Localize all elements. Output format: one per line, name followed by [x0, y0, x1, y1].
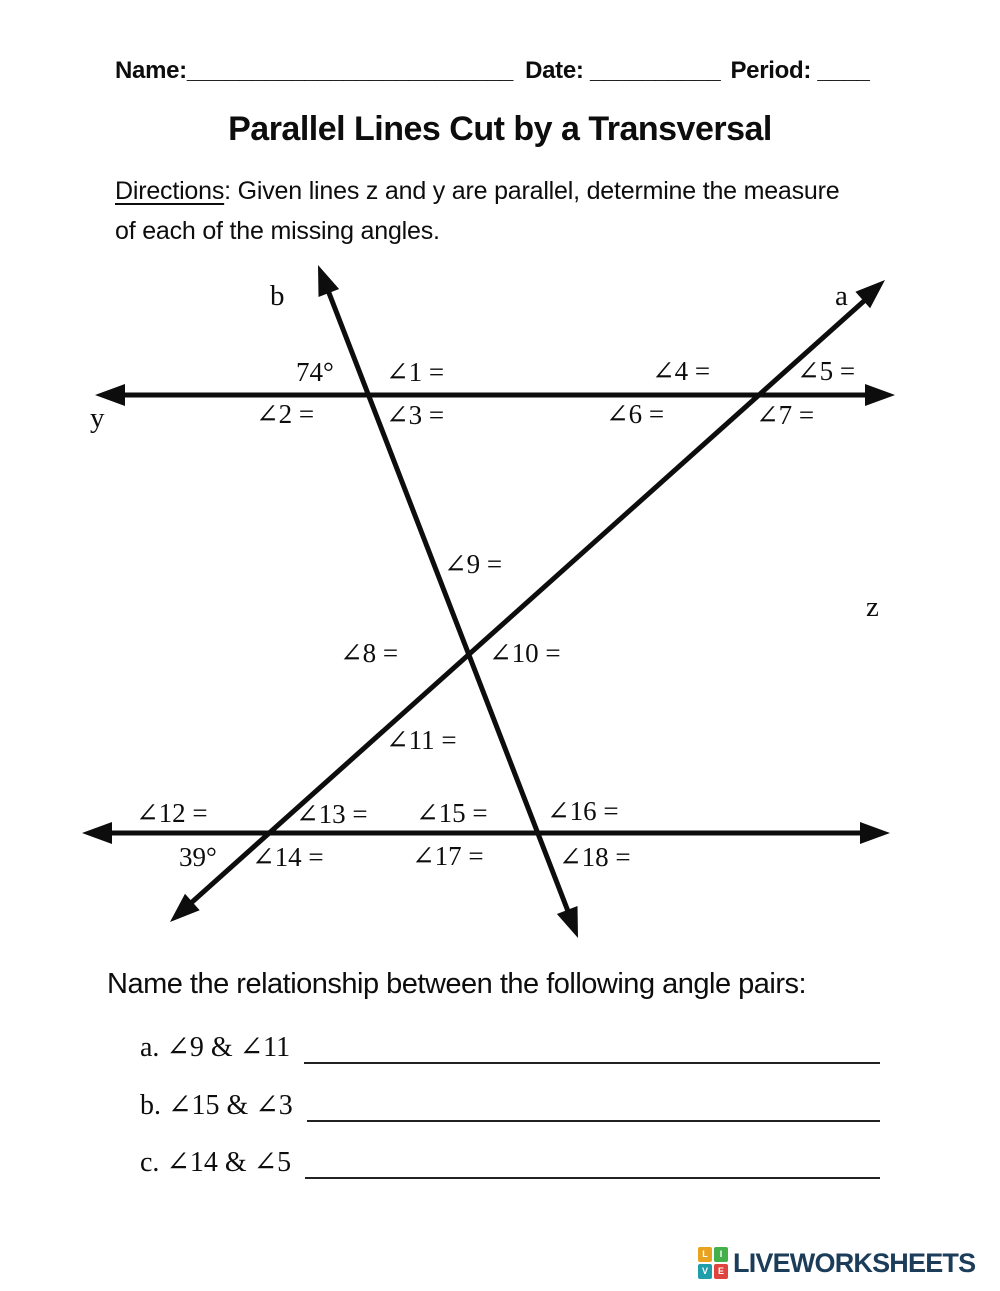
angle-12-label: ∠12 =	[136, 798, 208, 828]
angle-11-label: ∠11 =	[386, 725, 457, 755]
angle-9-label: ∠9 =	[444, 549, 503, 579]
question-a-text: a. ∠9 & ∠11	[140, 1032, 291, 1063]
angle-10-label: ∠10 =	[489, 638, 561, 668]
angle-5-label: ∠5 =	[797, 356, 856, 386]
date-blank[interactable]: __________	[589, 57, 721, 84]
directions-line2: of each of the missing angles.	[115, 217, 440, 245]
transversal-b-top-arrowhead-icon	[318, 265, 339, 297]
line-label-y: y	[90, 402, 105, 434]
given-angle-74-label: 74°	[296, 357, 334, 387]
angle-8-label: ∠8 =	[340, 638, 399, 668]
liveworksheets-logo	[698, 1247, 975, 1279]
period-blank[interactable]: ____	[817, 57, 870, 84]
answer-blank-b[interactable]	[307, 1086, 880, 1122]
transversal-diagram	[0, 250, 1000, 950]
line-z-right-arrowhead-icon	[860, 822, 890, 844]
brand-name: LIVEWORKSHEETS	[733, 1247, 976, 1278]
worksheet-title: Parallel Lines Cut by a Transversal	[228, 110, 772, 148]
angle-14-label: ∠14 =	[252, 842, 324, 872]
answer-blank-c[interactable]	[305, 1143, 880, 1179]
angle-18-label: ∠18 =	[559, 842, 631, 872]
name-field-label: Name:	[115, 57, 187, 84]
angle-3-label: ∠3 =	[386, 400, 445, 430]
line-z-left-arrowhead-icon	[82, 822, 112, 844]
question-item-b	[140, 1086, 880, 1122]
question-item-a	[140, 1028, 880, 1064]
date-field-label: Date:	[525, 57, 584, 84]
questions-heading: Name the relationship between the following angle pairs:	[107, 968, 807, 1000]
angle-4-label: ∠4 =	[652, 356, 711, 386]
angle-1-label: ∠1 =	[386, 357, 445, 387]
question-item-c	[140, 1143, 880, 1179]
angle-6-label: ∠6 =	[606, 399, 665, 429]
logo-cell-v: V	[698, 1264, 712, 1279]
liveworksheets-icon	[698, 1247, 728, 1279]
directions-line1	[115, 171, 839, 211]
logo-cell-l: L	[698, 1247, 712, 1262]
transversal-b-bottom-arrowhead-icon	[557, 906, 578, 938]
angle-17-label: ∠17 =	[412, 841, 484, 871]
line-label-a: a	[835, 280, 848, 312]
angle-13-label: ∠13 =	[296, 799, 368, 829]
directions-label: Directions	[115, 177, 225, 205]
angle-7-label: ∠7 =	[756, 400, 815, 430]
period-field-label: Period:	[730, 57, 812, 84]
angle-15-label: ∠15 =	[416, 798, 488, 828]
logo-cell-i: I	[714, 1247, 728, 1262]
question-b-text: b. ∠15 & ∠3	[140, 1090, 293, 1121]
header-fields	[115, 57, 870, 85]
logo-cell-e: E	[714, 1264, 728, 1279]
given-angle-39-label: 39°	[179, 842, 217, 872]
line-label-b: b	[270, 280, 285, 312]
answer-blank-a[interactable]	[304, 1028, 880, 1064]
name-blank[interactable]: _________________________	[186, 57, 514, 84]
directions-text	[115, 171, 839, 251]
directions-line1-rest: : Given lines z and y are parallel, determine the measure	[224, 177, 840, 205]
angle-2-label: ∠2 =	[256, 399, 315, 429]
line-label-z: z	[866, 591, 879, 623]
line-y-right-arrowhead-icon	[865, 384, 895, 406]
question-c-text: c. ∠14 & ∠5	[140, 1147, 292, 1178]
angle-16-label: ∠16 =	[547, 796, 619, 826]
